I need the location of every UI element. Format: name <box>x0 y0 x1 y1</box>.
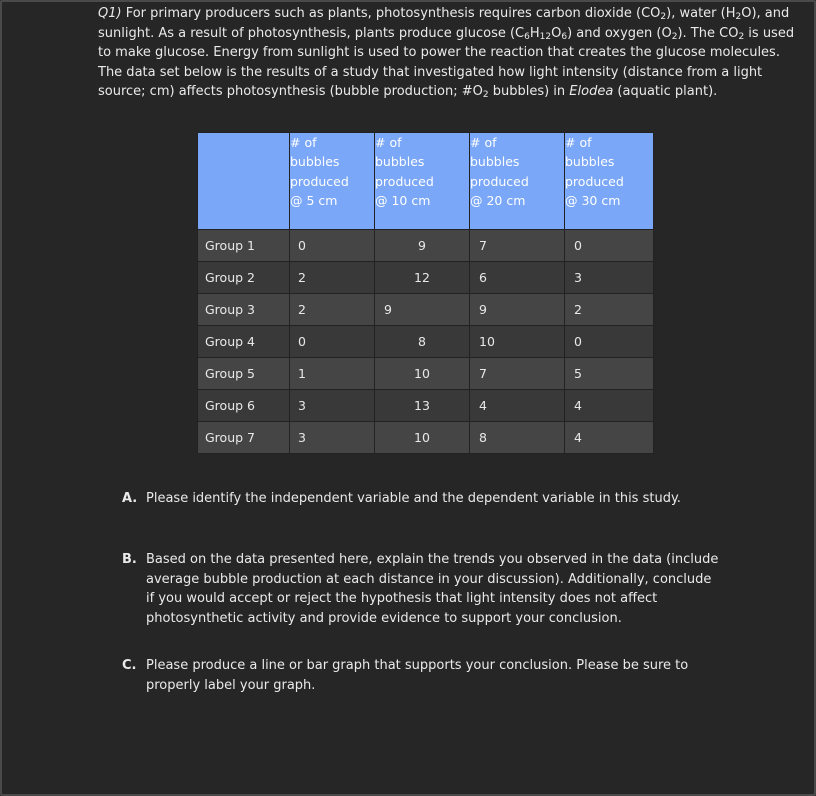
value-cell: 2 <box>565 294 654 326</box>
subquestion-b <box>122 550 722 628</box>
species-name: Elodea <box>569 84 614 100</box>
value-cell: 0 <box>565 230 654 262</box>
value-cell: 1 <box>290 358 375 390</box>
value-cell: 0 <box>565 326 654 358</box>
question-intro: Q1) For primary producers such as plants, photosynthesis requires carbon dioxide $(CO_2)$, water $(H_2O)$, and sunlight. As a result of photosynthesis, plants produce glucose $(C_6H_{12}O_6)$ and oxygen $(O_2)$. The $CO_2$ is used to make glucose. Energy from sunlight is used to power the reaction that creates the glucose molecules. The data set below is the results of a study that investigated how light intensity (distance from a light source; cm) affects photosynthesis (bubble production; $\#O_2$ bubbles) in Elodea (aquatic plant). <box>98 6 795 101</box>
header-10cm: # of bubbles produced @ 10 cm <box>375 133 470 230</box>
value-cell: 0 <box>290 326 375 358</box>
value-cell: 2 <box>290 262 375 294</box>
table-row <box>198 422 654 454</box>
table-row <box>198 390 654 422</box>
value-cell: 10 <box>375 358 470 390</box>
value-cell: 10 <box>470 326 565 358</box>
value-cell: 2 <box>290 294 375 326</box>
value-cell: 3 <box>290 390 375 422</box>
value-cell: 13 <box>375 390 470 422</box>
group-label: Group 3 <box>198 294 290 326</box>
subquestion-c <box>122 656 722 695</box>
header-30cm: # of bubbles produced @ 30 cm <box>565 133 654 230</box>
table-row <box>198 326 654 358</box>
group-label: Group 1 <box>198 230 290 262</box>
subquestion-letter: B. <box>122 552 137 567</box>
value-cell: 7 <box>470 358 565 390</box>
subquestion-a <box>122 489 722 509</box>
value-cell: 7 <box>470 230 565 262</box>
value-cell: 12 <box>375 262 470 294</box>
value-cell: 6 <box>470 262 565 294</box>
subquestion-text: Please identify the independent variable and the dependent variable in this study. <box>146 491 681 506</box>
value-cell: 0 <box>290 230 375 262</box>
value-cell: 3 <box>565 262 654 294</box>
value-cell: 3 <box>290 422 375 454</box>
subquestion-letter: C. <box>122 658 137 673</box>
table-row <box>198 230 654 262</box>
subquestion-text: Based on the data presented here, explain the trends you observed in the data (include average bubble production at each distance in your discussion). Additionally, conclude if you would accept or reject the hypothesis that light intensity does not affect photosynthetic activity and provide evidence to support your conclusion. <box>146 552 719 626</box>
group-label: Group 2 <box>198 262 290 294</box>
subquestion-text: Please produce a line or bar graph that supports your conclusion. Please be sure to properly label your graph. <box>146 658 689 693</box>
group-label: Group 5 <box>198 358 290 390</box>
question-label: Q1) <box>98 6 122 21</box>
group-label: Group 6 <box>198 390 290 422</box>
value-cell: 4 <box>470 390 565 422</box>
table-row <box>198 358 654 390</box>
header-20cm: # of bubbles produced @ 20 cm <box>470 133 565 230</box>
header-5cm: # of bubbles produced @ 5 cm <box>290 133 375 230</box>
value-cell: 5 <box>565 358 654 390</box>
table-row <box>198 262 654 294</box>
value-cell: 4 <box>565 422 654 454</box>
header-corner-cell <box>198 133 290 230</box>
value-cell: 10 <box>375 422 470 454</box>
table-row <box>198 294 654 326</box>
value-cell: 4 <box>565 390 654 422</box>
value-cell: 9 <box>375 230 470 262</box>
value-cell: 8 <box>375 326 470 358</box>
value-cell: 9 <box>470 294 565 326</box>
table-header-row <box>198 133 654 230</box>
value-cell: 8 <box>470 422 565 454</box>
value-cell: 9 <box>375 294 470 326</box>
data-table <box>197 132 654 454</box>
group-label: Group 4 <box>198 326 290 358</box>
subquestion-letter: A. <box>122 491 138 506</box>
group-label: Group 7 <box>198 422 290 454</box>
